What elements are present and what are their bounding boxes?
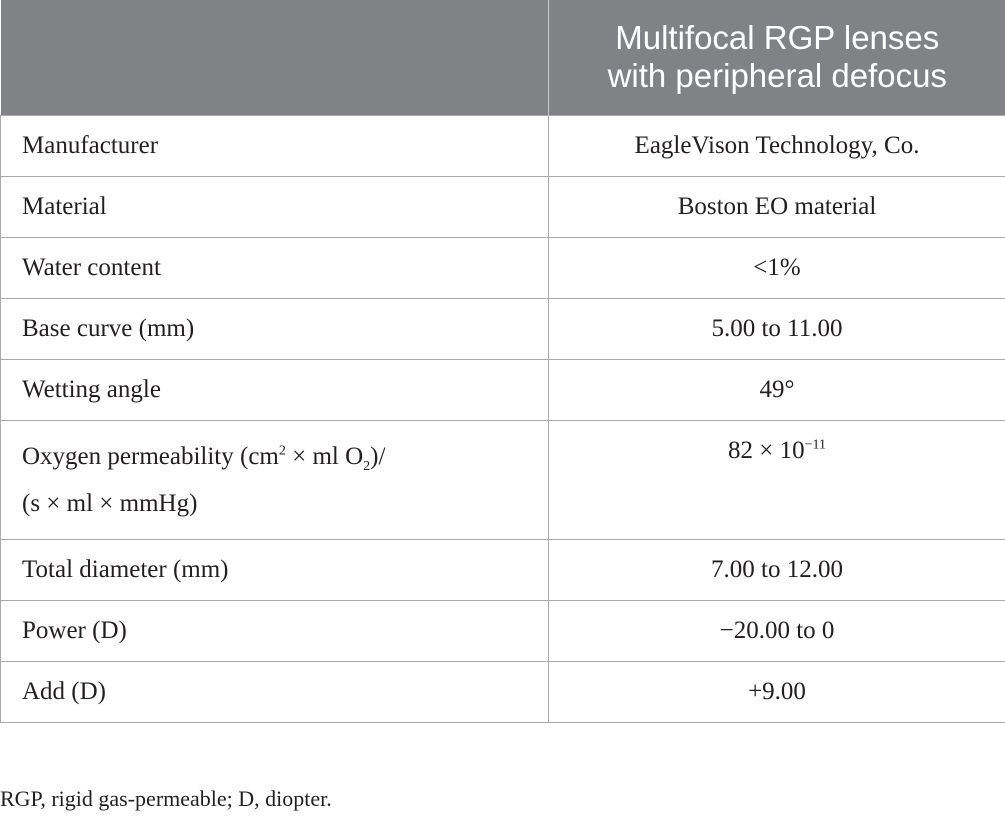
- oxygen-label-part3: )/: [370, 442, 386, 470]
- row-value-total-diameter: 7.00 to 12.00: [549, 539, 1005, 600]
- oxygen-label-line2: (s × ml × mmHg): [22, 489, 198, 517]
- table-body: [1, 115, 1005, 722]
- row-value-water-content: <1%: [549, 237, 1005, 298]
- row-label-total-diameter: Total diameter (mm): [1, 539, 549, 600]
- oxygen-label-part2: × ml O: [285, 442, 364, 470]
- oxygen-label-sup: 2: [278, 443, 286, 459]
- row-label-oxygen-permeability: [1, 420, 549, 539]
- table-row: [1, 359, 1005, 420]
- header-lens-type: [549, 0, 1005, 115]
- header-row: [1, 0, 1005, 115]
- oxygen-value-base: 82 × 10: [728, 436, 805, 464]
- table-row: [1, 176, 1005, 237]
- row-label-add: Add (D): [1, 661, 549, 722]
- table-row: [1, 661, 1005, 722]
- row-value-material: Boston EO material: [549, 176, 1005, 237]
- table-row: [1, 115, 1005, 176]
- header-line-1: Multifocal RGP lenses: [615, 19, 940, 57]
- table-row: [1, 600, 1005, 661]
- header-empty-cell: [1, 0, 549, 115]
- header-line-2: with peripheral defocus: [607, 57, 947, 95]
- row-label-manufacturer: Manufacturer: [1, 115, 549, 176]
- table-footnote: RGP, rigid gas-permeable; D, diopter.: [0, 786, 332, 811]
- oxygen-label-part1: Oxygen permeability (cm: [22, 442, 279, 470]
- row-label-wetting-angle: Wetting angle: [1, 359, 549, 420]
- row-label-power: Power (D): [1, 600, 549, 661]
- table-header: [1, 0, 1005, 115]
- row-value-wetting-angle: 49°: [549, 359, 1005, 420]
- row-label-base-curve: Base curve (mm): [1, 298, 549, 359]
- oxygen-value-exponent: −11: [804, 437, 826, 453]
- row-value-add: +9.00: [549, 661, 1005, 722]
- row-value-manufacturer: EagleVison Technology, Co.: [549, 115, 1005, 176]
- row-value-power: −20.00 to 0: [549, 600, 1005, 661]
- row-label-water-content: Water content: [1, 237, 549, 298]
- row-label-material: Material: [1, 176, 549, 237]
- table-row: [1, 420, 1005, 539]
- table-row: [1, 539, 1005, 600]
- table-row: [1, 237, 1005, 298]
- table-row: [1, 298, 1005, 359]
- oxygen-label-sub: 2: [363, 458, 371, 474]
- row-value-oxygen-permeability: [549, 420, 1005, 539]
- row-value-base-curve: 5.00 to 11.00: [549, 298, 1005, 359]
